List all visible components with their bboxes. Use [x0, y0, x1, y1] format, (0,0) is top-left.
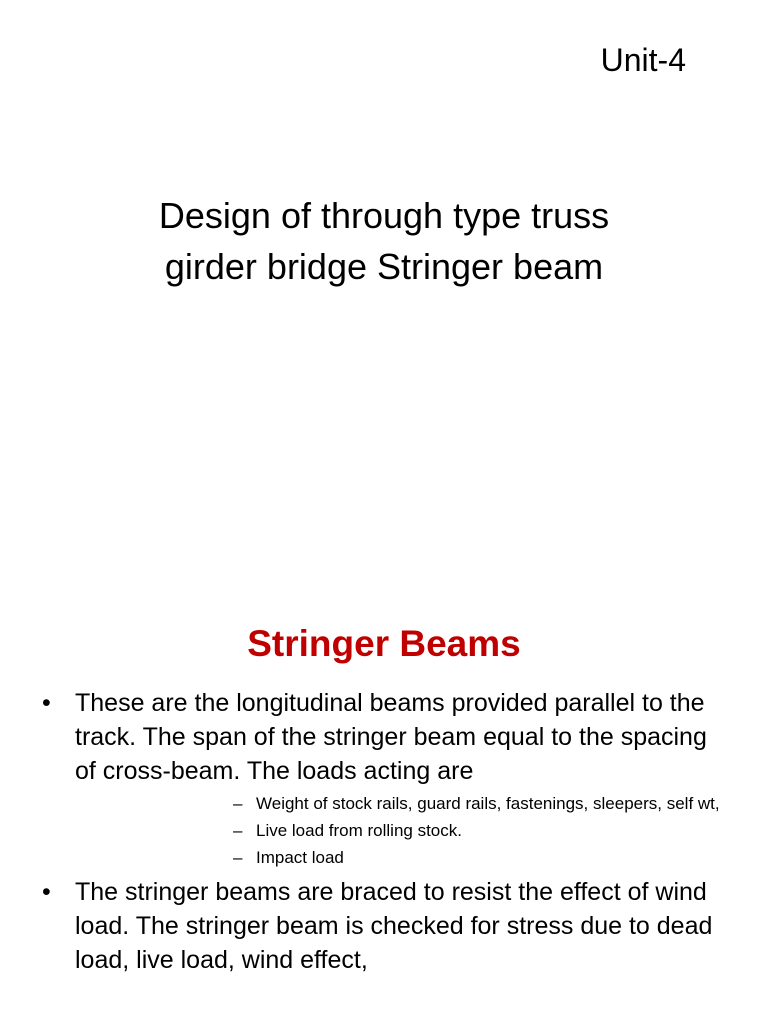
main-title-line-1: Design of through type truss — [158, 195, 610, 236]
sub-bullet-text: Impact load — [256, 848, 344, 867]
bullet-item — [0, 686, 768, 871]
bullet-text: The stringer beams are braced to resist the effect of wind load. The stringer beam is checked for stress due to dead load, live load, wind effect, — [75, 878, 713, 974]
dash-icon: – — [233, 794, 243, 813]
sub-bullet-item — [75, 844, 728, 871]
sub-bullet-text: Live load from rolling stock. — [256, 821, 462, 840]
main-title-line-2: girder bridge Stringer beam — [164, 246, 604, 287]
content-slide — [0, 576, 768, 1024]
bullet-list — [0, 686, 768, 977]
sub-bullet-list — [75, 790, 728, 871]
main-title — [0, 190, 768, 292]
bullet-icon: • — [42, 878, 51, 906]
sub-bullet-item — [75, 817, 728, 844]
unit-label: Unit-4 — [600, 42, 686, 78]
bullet-text: These are the longitudinal beams provided parallel to the track. The span of the stringer beam equal to the spacing of cross-beam. The loads acting are — [75, 689, 707, 785]
bullet-item — [0, 875, 768, 977]
sub-bullet-text: Weight of stock rails, guard rails, fastenings, sleepers, self wt, — [256, 794, 720, 813]
bullet-icon: • — [42, 689, 51, 717]
dash-icon: – — [233, 848, 243, 867]
dash-icon: – — [233, 821, 243, 840]
section-heading: Stringer Beams — [247, 623, 521, 664]
sub-bullet-item — [75, 790, 728, 817]
